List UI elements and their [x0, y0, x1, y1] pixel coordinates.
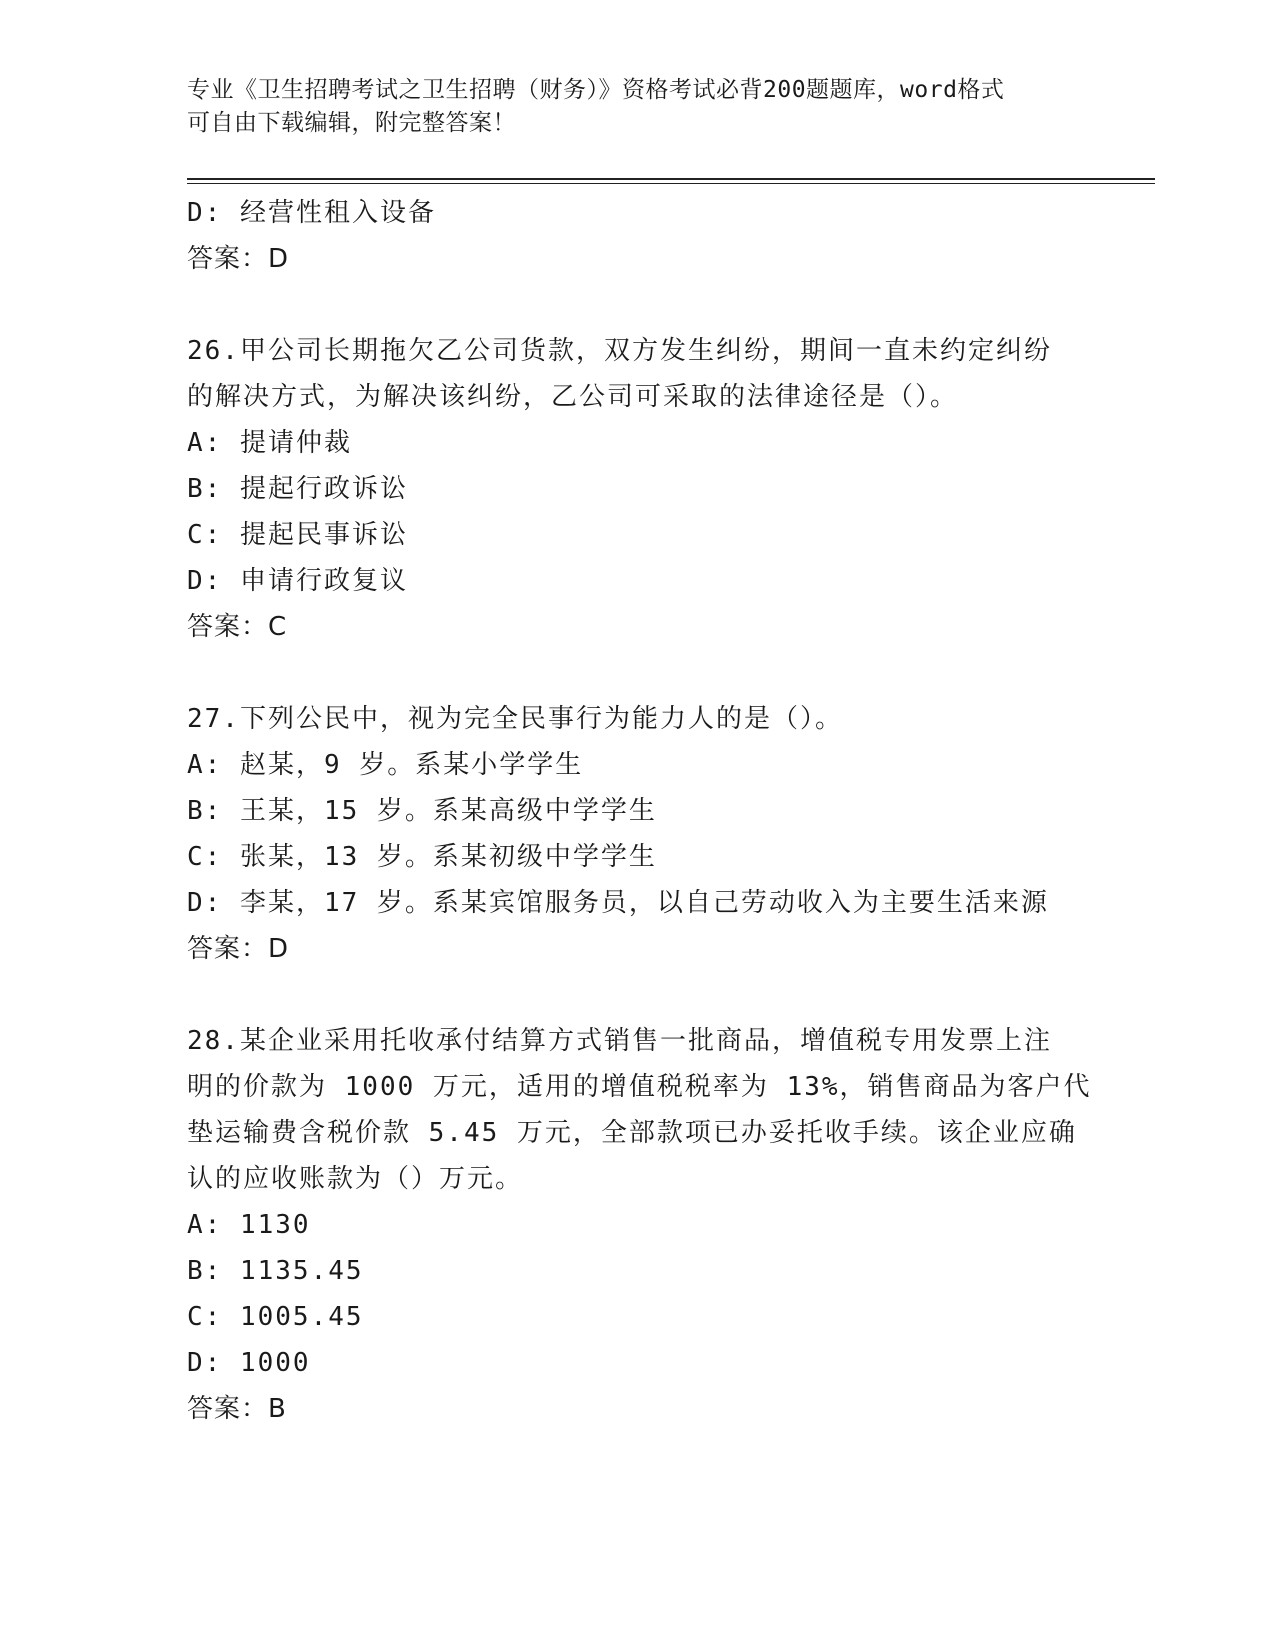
question-27	[187, 696, 1087, 972]
option-b: B: 提起行政诉讼	[187, 474, 408, 504]
option-a: A: 赵某，9 岁。系某小学学生	[187, 750, 584, 780]
option-b: B: 王某，15 岁。系某高级中学学生	[187, 796, 657, 826]
option-c: C: 提起民事诉讼	[187, 520, 408, 550]
option-d: D: 1000	[187, 1348, 311, 1378]
answer-line: 答案：B	[187, 1394, 287, 1424]
document-header	[187, 74, 1087, 140]
question-stem: 认的应收账款为（）万元。	[187, 1164, 524, 1194]
header-divider-thick	[187, 178, 1155, 180]
spacer	[187, 972, 1087, 1018]
question-stem: 28.某企业采用托收承付结算方式销售一批商品，增值税专用发票上注	[187, 1026, 1052, 1056]
question-28	[187, 1018, 1092, 1432]
spacer	[187, 650, 1087, 696]
previous-question-tail	[187, 190, 1087, 282]
option-a: A: 提请仲裁	[187, 428, 352, 458]
header-line-2: 可自由下载编辑，附完整答案！	[187, 110, 516, 136]
header-line-1: 专业《卫生招聘考试之卫生招聘（财务）》资格考试必背200题题库，word格式	[187, 77, 1005, 103]
document-body	[187, 190, 1092, 1432]
answer-line: 答案：D	[187, 244, 290, 274]
option-d: D: 李某，17 岁。系某宾馆服务员，以自己劳动收入为主要生活来源	[187, 888, 1049, 918]
question-stem: 26.甲公司长期拖欠乙公司货款，双方发生纠纷，期间一直未约定纠纷	[187, 336, 1052, 366]
answer-line: 答案：D	[187, 934, 290, 964]
spacer	[187, 282, 1087, 328]
option-c: C: 1005.45	[187, 1302, 364, 1332]
option-d: D: 经营性租入设备	[187, 198, 436, 228]
option-c: C: 张某，13 岁。系某初级中学学生	[187, 842, 657, 872]
question-stem: 27.下列公民中，视为完全民事行为能力人的是（）。	[187, 704, 843, 734]
option-b: B: 1135.45	[187, 1256, 364, 1286]
option-a: A: 1130	[187, 1210, 311, 1240]
question-stem: 的解决方式，为解决该纠纷，乙公司可采取的法律途径是（）。	[187, 382, 959, 412]
option-d: D: 申请行政复议	[187, 566, 408, 596]
answer-line: 答案：C	[187, 612, 288, 642]
question-26	[187, 328, 1087, 650]
question-stem: 垫运输费含税价款 5.45 万元，全部款项已办妥托收手续。该企业应确	[187, 1118, 1077, 1148]
question-stem: 明的价款为 1000 万元，适用的增值税税率为 13%，销售商品为客户代	[187, 1072, 1092, 1102]
header-divider-thin	[187, 183, 1155, 184]
